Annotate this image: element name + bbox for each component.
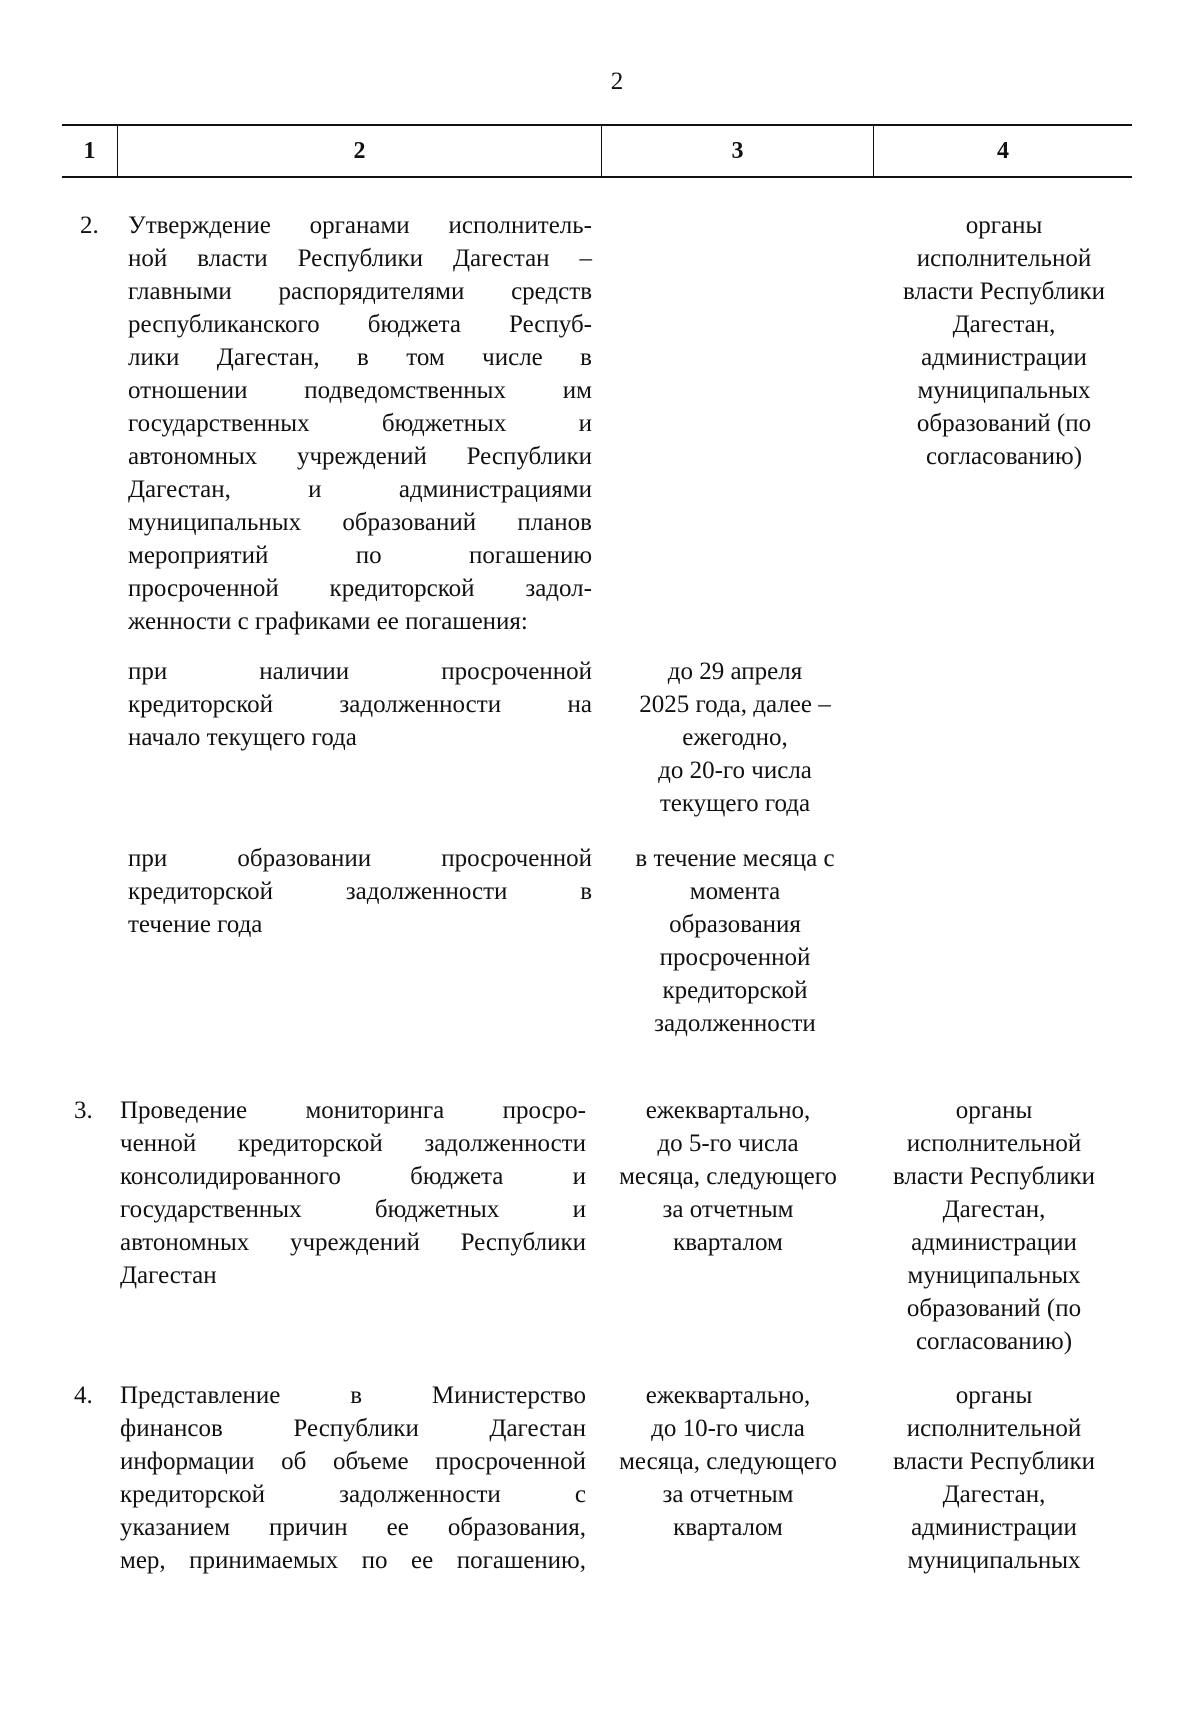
row-3-line: консолидированного бюджета и	[120, 1163, 586, 1190]
row-2-line: ной власти Республики Дагестан –	[128, 245, 592, 272]
row-4-responsible-line: власти Республики	[892, 1448, 1096, 1475]
row-3-deadline-line: кварталом	[673, 1229, 783, 1256]
row-3-line: автономных учреждений Республики	[120, 1229, 586, 1256]
row-4-deadline-line: месяца, следующего	[619, 1448, 837, 1475]
row-3-line: ченной кредиторской задолженности	[120, 1130, 586, 1157]
row-2-line: республиканского бюджета Респуб-	[128, 311, 592, 338]
row-2-sub-b-line: при образовании просроченной	[128, 845, 592, 872]
row-3-responsible-line: органы	[955, 1097, 1033, 1124]
row-2-line: лики Дагестан, в том числе в	[128, 344, 592, 371]
row-2-sub-b-deadline-line: задолженности	[654, 1010, 816, 1037]
row-2-sub-a-deadline-line: ежегодно,	[682, 724, 788, 751]
row-2-line: муниципальных образований планов	[128, 509, 592, 536]
row-2-sub-a-text	[128, 655, 592, 754]
row-3-responsible	[866, 1094, 1122, 1358]
row-2-line: просроченной кредиторской задол-	[128, 575, 592, 602]
row-2-sub-a-line: начало текущего года	[128, 724, 357, 751]
row-2-sub-a-line: кредиторской задолженности на	[128, 691, 592, 718]
row-3-responsible-line: исполнительной	[906, 1130, 1082, 1157]
row-2-line: мероприятий по погашению	[128, 542, 592, 569]
row-2-sub-b-deadline-line: просроченной	[659, 944, 811, 971]
row-4-responsible-line: Дагестан,	[942, 1481, 1046, 1508]
header-col-2: 2	[118, 126, 602, 176]
row-3-text	[120, 1094, 586, 1292]
row-4-responsible-line: исполнительной	[906, 1415, 1082, 1442]
row-2-line: Утверждение органами исполнитель-	[128, 212, 592, 239]
row-4-responsible-line: администрации	[911, 1514, 1077, 1541]
row-2-sub-b-text	[128, 842, 592, 941]
row-3-responsible-line: согласованию)	[915, 1328, 1073, 1355]
header-col-4: 4	[997, 137, 1009, 164]
row-4-line: Представление в Министерство	[120, 1382, 586, 1409]
row-2-text	[128, 209, 592, 638]
row-2-sub-b-line: течение года	[128, 911, 263, 938]
row-3-number: 3.	[74, 1097, 93, 1124]
row-2-number: 2.	[80, 212, 99, 239]
row-3-deadline-line: за отчетным	[662, 1196, 794, 1223]
row-2-sub-a-deadline	[598, 655, 872, 820]
row-2-responsible	[876, 209, 1132, 473]
row-2-sub-a-deadline-line: до 20-го числа	[658, 757, 812, 784]
row-4-line: мер, принимаемых по ее погашению,	[120, 1547, 586, 1574]
row-3-responsible-line: власти Республики	[892, 1163, 1096, 1190]
row-4-deadline-line: до 10-го числа	[651, 1415, 805, 1442]
row-2-sub-a-deadline-line: 2025 года, далее –	[639, 691, 831, 718]
header-col-3: 3	[602, 126, 874, 176]
row-2-line: женности с графиками ее погашения:	[128, 608, 528, 635]
row-4-number: 4.	[74, 1382, 93, 1409]
row-2-responsible-line: Дагестан,	[952, 311, 1056, 338]
row-2-responsible-line: муниципальных	[917, 377, 1091, 404]
header-col-1: 1	[62, 126, 118, 176]
row-4-deadline-line: за отчетным	[662, 1481, 794, 1508]
row-3-line: Дагестан	[120, 1262, 217, 1289]
row-3-responsible-line: Дагестан,	[942, 1196, 1046, 1223]
row-4-deadline-line: ежеквартально,	[645, 1382, 811, 1409]
row-2-sub-b-line: кредиторской задолженности в	[128, 878, 592, 905]
row-2-sub-b-deadline-line: образования	[669, 911, 801, 938]
row-4-line: финансов Республики Дагестан	[120, 1415, 586, 1442]
row-2-sub-b-deadline-line: момента	[689, 878, 781, 905]
row-4-responsible	[866, 1379, 1122, 1577]
row-4-line: информации об объеме просроченной	[120, 1448, 586, 1475]
row-3-deadline-line: до 5-го числа	[657, 1130, 799, 1157]
row-3-line: государственных бюджетных и	[120, 1196, 586, 1223]
row-4-text	[120, 1379, 586, 1577]
row-2-sub-a-deadline-line: до 29 апреля	[667, 658, 803, 685]
row-3-responsible-line: образований (по	[906, 1295, 1082, 1322]
row-2-responsible-line: органы	[965, 212, 1043, 239]
row-2-sub-b-deadline-line: кредиторской	[662, 977, 808, 1004]
row-3-responsible-line: муниципальных	[907, 1262, 1081, 1289]
row-2-sub-b-deadline	[598, 842, 872, 1040]
row-2-responsible-line: согласованию)	[925, 443, 1083, 470]
row-2-responsible-line: образований (по	[916, 410, 1092, 437]
row-4-line: кредиторской задолженности с	[120, 1481, 586, 1508]
row-4-deadline	[592, 1379, 864, 1544]
row-3-deadline	[592, 1094, 864, 1259]
row-2-sub-b-deadline-line: в течение месяца с	[635, 845, 835, 872]
row-2-responsible-line: власти Республики	[902, 278, 1106, 305]
row-2-line: главными распорядителями средств	[128, 278, 592, 305]
row-2-line: Дагестан, и администрациями	[128, 476, 592, 503]
row-2-line: автономных учреждений Республики	[128, 443, 592, 470]
row-3-responsible-line: администрации	[911, 1229, 1077, 1256]
row-2-sub-a-deadline-line: текущего года	[659, 790, 811, 817]
page-number: 2	[610, 68, 624, 95]
row-3-line: Проведение мониторинга просро-	[120, 1097, 586, 1124]
row-4-responsible-line: муниципальных	[907, 1547, 1081, 1574]
row-2-responsible-line: исполнительной	[916, 245, 1092, 272]
row-2-line: государственных бюджетных и	[128, 410, 592, 437]
row-3-deadline-line: ежеквартально,	[645, 1097, 811, 1124]
row-2-responsible-line: администрации	[921, 344, 1087, 371]
row-2-line: отношении подведомственных им	[128, 377, 592, 404]
row-4-line: указанием причин ее образования,	[120, 1514, 586, 1541]
table-header-row	[62, 124, 1132, 178]
row-4-responsible-line: органы	[955, 1382, 1033, 1409]
row-2-sub-a-line: при наличии просроченной	[128, 658, 592, 685]
row-4-deadline-line: кварталом	[673, 1514, 783, 1541]
row-3-deadline-line: месяца, следующего	[619, 1163, 837, 1190]
